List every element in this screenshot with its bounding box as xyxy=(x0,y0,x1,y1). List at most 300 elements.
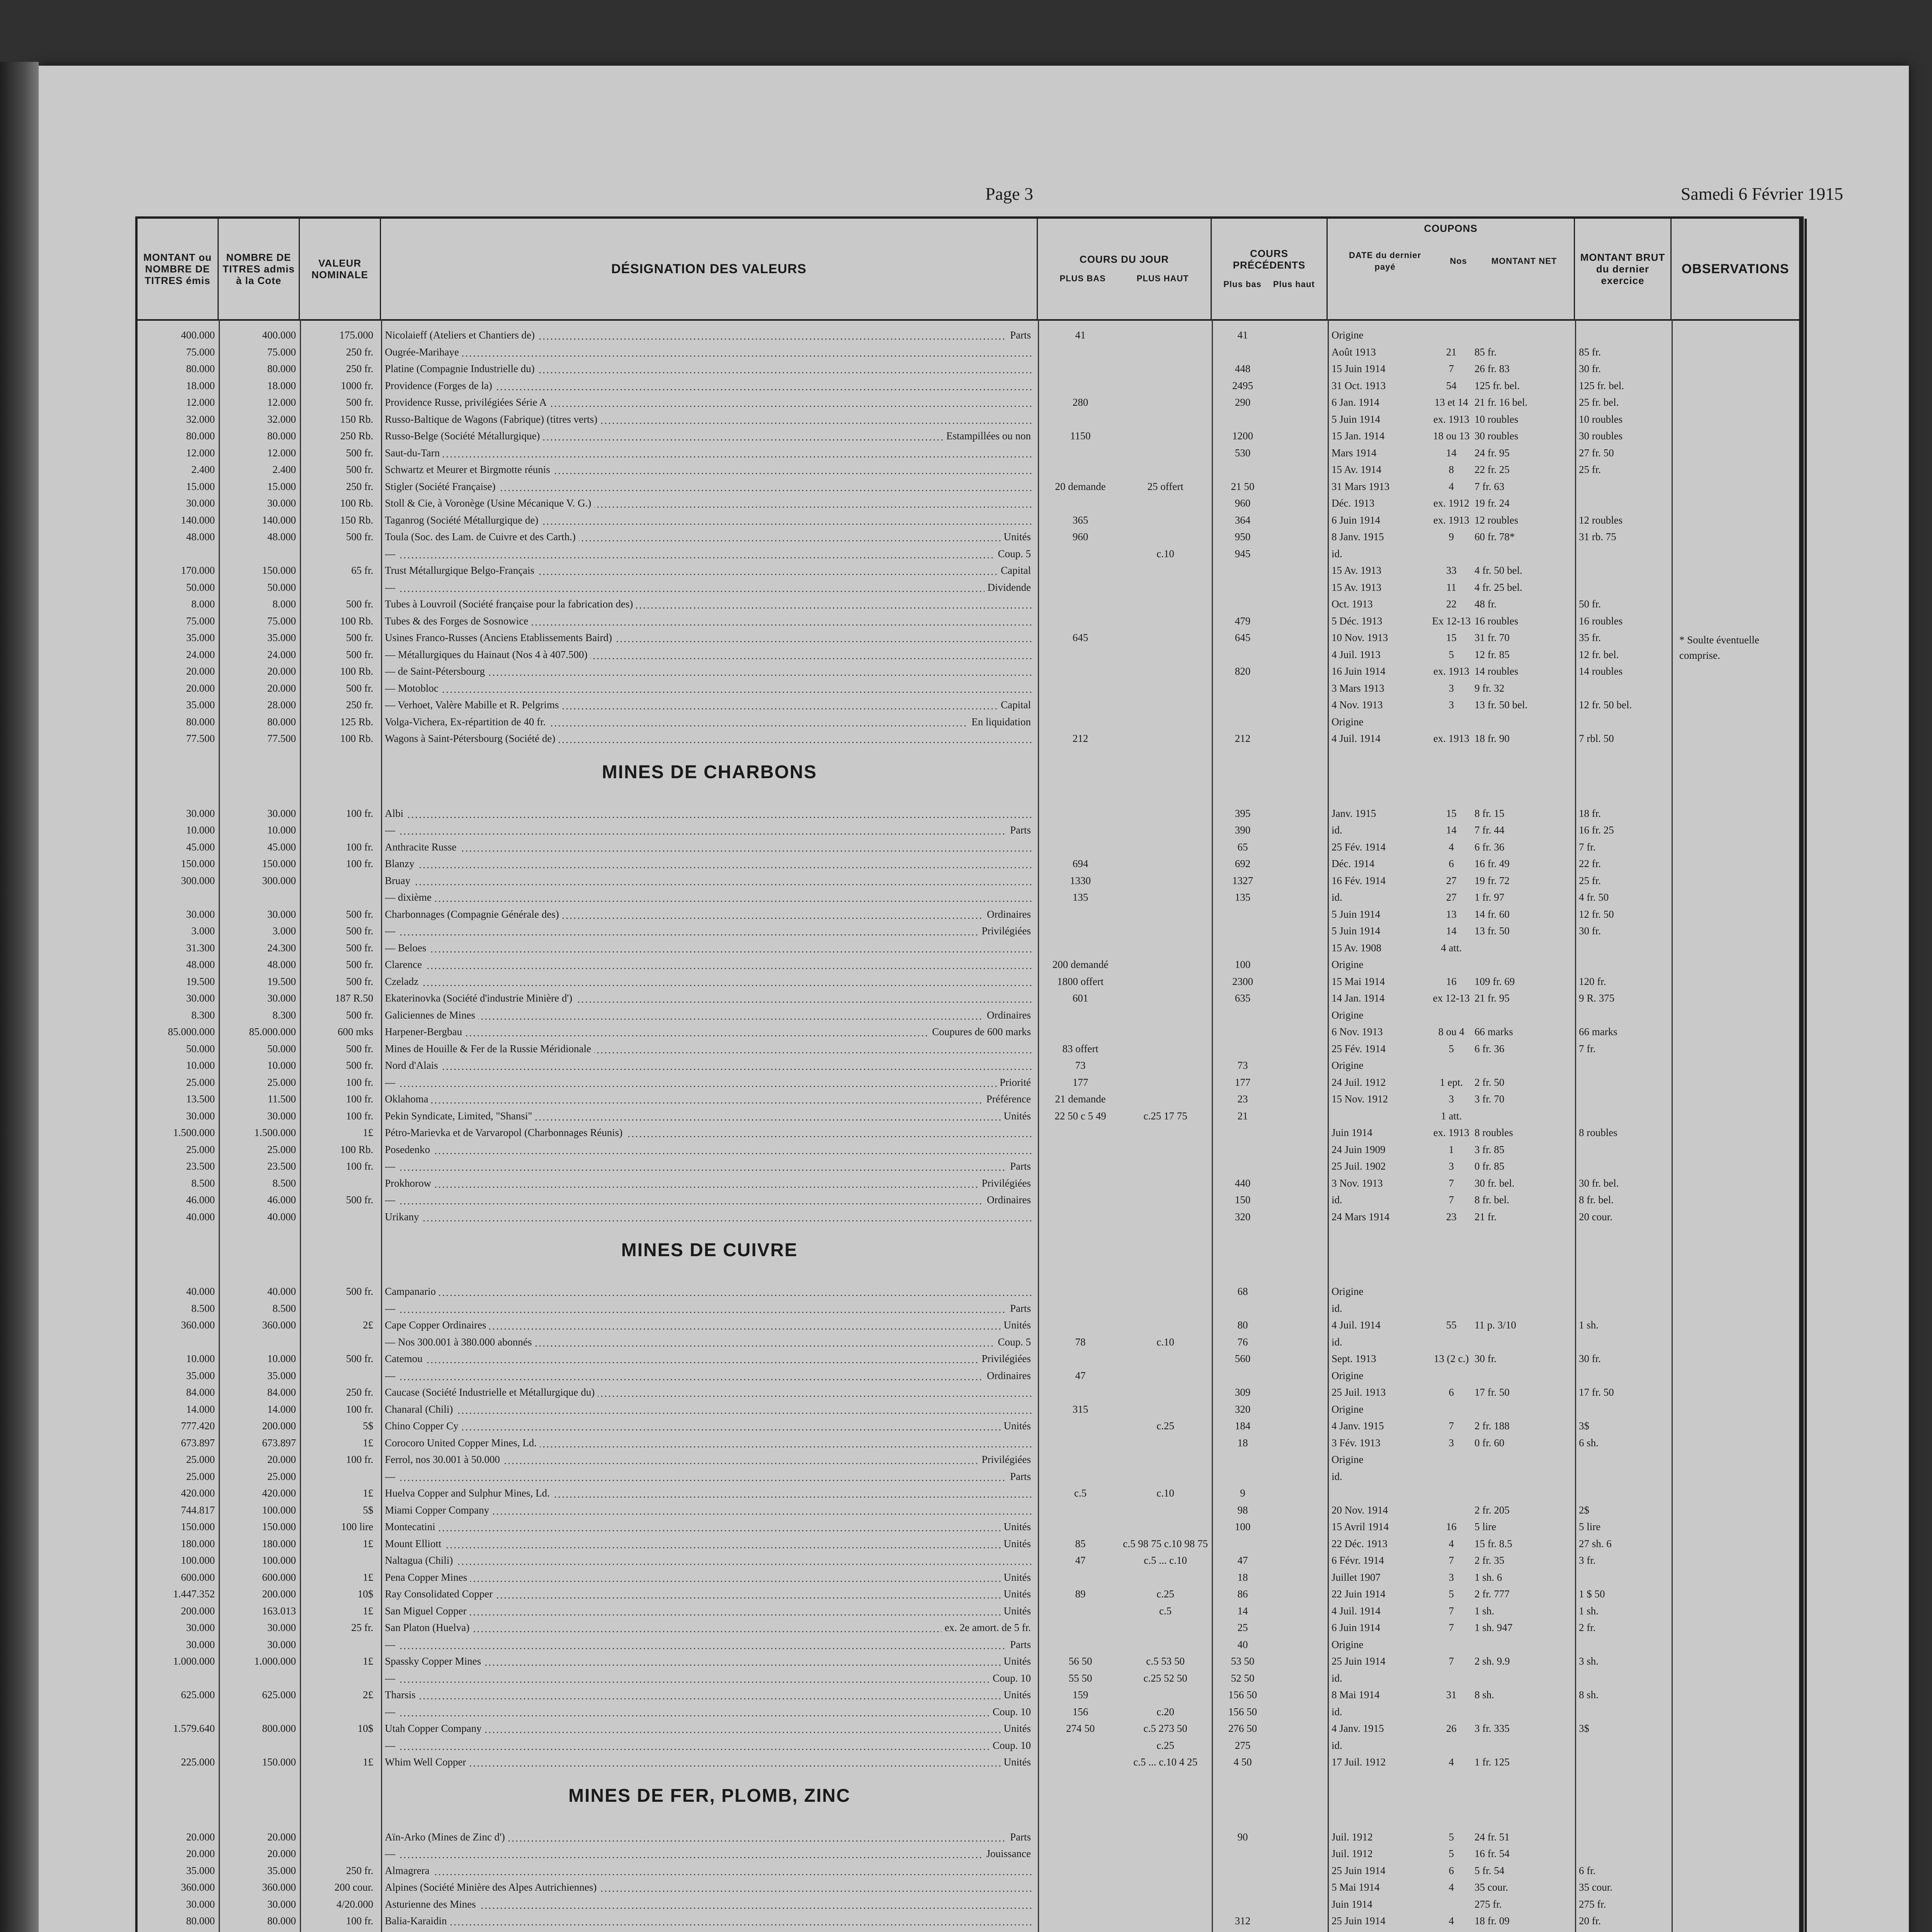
montant-cell: 75.000 xyxy=(186,615,215,627)
nombre-cell: 35.000 xyxy=(267,1864,296,1876)
nombre-cell: 20.000 xyxy=(267,1848,296,1859)
coupon-date-cell: 8 Mai 1914 xyxy=(1332,1689,1380,1701)
montant-cell: 1.579.640 xyxy=(173,1723,215,1734)
nombre-cell: 18.000 xyxy=(267,379,296,391)
valeur-cell: 500 fr. xyxy=(346,975,373,987)
montant-cell: 31.300 xyxy=(186,942,215,954)
table-row xyxy=(138,1334,1799,1350)
montant-cell: 84.000 xyxy=(186,1386,215,1398)
security-type: Coup. 5 xyxy=(995,1334,1034,1350)
nombre-cell: 23.500 xyxy=(267,1160,296,1172)
nombre-cell: 420.000 xyxy=(262,1487,296,1499)
table-row xyxy=(138,629,1799,646)
table-row xyxy=(138,714,1799,730)
table-row xyxy=(138,1930,1799,1932)
montant-net-cell: 15 fr. 8.5 xyxy=(1475,1537,1512,1549)
montant-cell: 13.500 xyxy=(186,1093,215,1105)
coupon-date-cell: Juin 1914 xyxy=(1332,1127,1372,1138)
designation-cell xyxy=(385,1091,1034,1107)
designation-cell xyxy=(385,562,1034,578)
table-row xyxy=(138,822,1799,838)
security-name: Corocoro United Copper Mines, Ld. xyxy=(385,1437,540,1449)
table-row xyxy=(138,855,1799,872)
coupon-date-cell: id. xyxy=(1332,1194,1342,1206)
security-type: Ordinaires xyxy=(984,1192,1034,1208)
montant-cell: 80.000 xyxy=(186,716,215,728)
nombre-cell: 85.000.000 xyxy=(249,1026,296,1037)
prec-bas-cell: 41 xyxy=(1237,329,1248,341)
montant-cell: 30.000 xyxy=(186,1110,215,1122)
montant-net-cell: 13 fr. 50 xyxy=(1475,925,1510,937)
montant-cell: 150.000 xyxy=(181,1521,215,1532)
security-type: Ordinaires xyxy=(984,1007,1034,1023)
table-row xyxy=(138,478,1799,495)
designation-cell xyxy=(385,1485,1034,1501)
col-coupons xyxy=(1328,219,1575,319)
coupon-no-cell: 14 xyxy=(1446,925,1457,937)
security-type: Coup. 10 xyxy=(990,1670,1034,1686)
security-name: Mines de Houille & Fer de la Russie Méridionale xyxy=(385,1043,594,1054)
security-name: — Beloes xyxy=(385,942,429,954)
prec-bas-cell: 309 xyxy=(1235,1386,1251,1398)
coupon-date-cell: Déc. 1914 xyxy=(1332,858,1374,869)
cours-bas-cell: 20 demande xyxy=(1055,480,1106,492)
montant-net-cell: 19 fr. 72 xyxy=(1475,874,1510,886)
valeur-cell: 100 fr. xyxy=(346,1093,373,1105)
coupon-date-cell: 4 Juil. 1914 xyxy=(1332,1605,1381,1617)
security-name: Pétro-Marievka et de Varvaropol (Charbonnages Réunis) xyxy=(385,1127,626,1138)
security-type: Coupures de 600 marks xyxy=(929,1024,1034,1040)
montant-cell xyxy=(141,1930,215,1932)
coupon-date-cell: 6 Jan. 1914 xyxy=(1332,396,1379,408)
montant-net-cell: 4 fr. 25 bel. xyxy=(1475,581,1522,593)
table-row xyxy=(138,1468,1799,1485)
valeur-cell: 1000 fr. xyxy=(341,379,373,391)
designation-cell xyxy=(385,1192,1034,1208)
coupon-date-cell: 24 Juil. 1912 xyxy=(1332,1076,1386,1088)
montant-brut-cell: 6 fr. xyxy=(1579,1864,1596,1876)
designation-cell xyxy=(385,839,1034,855)
designation-cell xyxy=(385,822,1034,838)
prec-bas-cell: 448 xyxy=(1235,363,1251,374)
coupon-date-cell: 25 Juin 1914 xyxy=(1332,1915,1386,1927)
table-row xyxy=(138,1300,1799,1316)
coupon-date-cell: 25 Juil. 1902 xyxy=(1332,1160,1386,1172)
montant-net-cell: 35 cour. xyxy=(1475,1881,1508,1893)
montant-cell: 180.000 xyxy=(181,1537,215,1549)
cours-bas-cell: c.5 xyxy=(1074,1487,1087,1499)
table-row xyxy=(138,428,1799,444)
security-name: Aïn-Arko (Mines de Zinc d') xyxy=(385,1831,508,1843)
nombre-cell: 80.000 xyxy=(267,1915,296,1927)
coupon-no-cell: 23 xyxy=(1446,1211,1457,1223)
security-type: Jouissance xyxy=(983,1845,1034,1862)
designation-cell xyxy=(385,1074,1034,1090)
cours-bas-cell: 73 xyxy=(1075,1060,1086,1071)
cours-bas-cell: 1330 xyxy=(1070,874,1091,886)
nombre-cell: 77.500 xyxy=(267,733,296,744)
prec-bas-cell: 25 xyxy=(1237,1622,1248,1633)
montant-cell: 35.000 xyxy=(186,699,215,711)
security-name: Tubes à Louvroil (Société française pour la fabrication des) xyxy=(385,598,636,610)
montant-brut-cell: 4 fr. 50 xyxy=(1579,891,1609,903)
prec-bas-cell: 320 xyxy=(1235,1403,1251,1415)
montant-cell: 25.000 xyxy=(186,1470,215,1482)
prec-bas-cell: 21 xyxy=(1237,1110,1248,1122)
security-type: Parts xyxy=(1007,822,1034,838)
table-row xyxy=(138,1913,1799,1929)
cours-bas-cell: 47 xyxy=(1075,1554,1086,1566)
security-name: Trust Métallurgique Belgo-Français xyxy=(385,565,537,576)
coupon-no-cell: 4 att. xyxy=(1441,942,1462,954)
cours-bas-cell: 212 xyxy=(1072,733,1088,744)
montant-cell: 35.000 xyxy=(186,1369,215,1381)
cours-prec-label: COURS PRÉCÉDENTS xyxy=(1233,248,1306,271)
coupon-date-cell: 4 Juil. 1913 xyxy=(1332,648,1381,660)
montant-cell: 12.000 xyxy=(186,447,215,459)
quotation-table xyxy=(135,216,1804,1932)
table-row xyxy=(138,1653,1799,1669)
prec-bas-cell: 156 50 xyxy=(1228,1689,1257,1701)
designation-cell xyxy=(385,1862,1034,1879)
nombre-cell xyxy=(223,1930,296,1932)
prec-bas-cell: 950 xyxy=(1235,531,1251,543)
security-name: Ferrol, nos 30.001 à 50.000 xyxy=(385,1454,503,1465)
montant-brut-cell: 25 fr. bel. xyxy=(1579,396,1619,408)
coupon-date-cell: 4 Nov. 1913 xyxy=(1332,699,1383,711)
security-type: Privilégiées xyxy=(979,923,1034,939)
coupon-date-cell: Oct. 1913 xyxy=(1332,598,1373,610)
designation-cell xyxy=(385,1057,1034,1073)
prec-bas-cell: 40 xyxy=(1237,1638,1248,1650)
montant-net-cell: 21 fr. 95 xyxy=(1475,992,1510,1004)
montant-net-cell: 2 fr. 777 xyxy=(1475,1588,1510,1600)
montant-brut-cell: 35 fr. xyxy=(1579,632,1601,643)
security-name: Harpener-Bergbau xyxy=(385,1026,465,1037)
valeur-cell: 250 fr. xyxy=(346,480,373,492)
coupon-date-cell: 10 Nov. 1913 xyxy=(1332,632,1388,643)
prec-bas-cell: 945 xyxy=(1235,548,1251,560)
security-name: Ougrée-Marihaye xyxy=(385,346,462,358)
designation-cell xyxy=(385,1209,1034,1225)
table-row xyxy=(138,1192,1799,1208)
security-name: Ekaterinovka (Société d'industrie Minière d') xyxy=(385,992,575,1004)
security-type: Privilégiées xyxy=(979,1175,1034,1191)
valeur-cell: 1£ xyxy=(363,1487,373,1499)
montant-net-cell: 31 fr. 70 xyxy=(1475,632,1510,643)
col-montant-net: MONTANT NET xyxy=(1491,256,1557,266)
col-designation: DÉSIGNATION DES VALEURS xyxy=(381,219,1038,319)
montant-cell: 150.000 xyxy=(181,858,215,869)
valeur-cell: 500 fr. xyxy=(346,1194,373,1206)
security-name: Pena Copper Mines xyxy=(385,1571,470,1583)
nombre-cell: 360.000 xyxy=(262,1319,296,1331)
table-row xyxy=(138,529,1799,545)
security-type: Capital xyxy=(998,697,1034,713)
table-row xyxy=(138,1536,1799,1552)
designation-cell xyxy=(385,546,1034,562)
montant-cell: 35.000 xyxy=(186,632,215,643)
montant-cell: 1.000.000 xyxy=(173,1655,215,1667)
coupon-no-cell: 11 xyxy=(1446,581,1456,593)
nombre-cell: 150.000 xyxy=(262,858,296,869)
security-name: Catemou xyxy=(385,1353,425,1364)
valeur-cell: 250 Rb. xyxy=(340,430,373,442)
security-name: Montecatini xyxy=(385,1521,438,1532)
prec-bas-cell: 635 xyxy=(1235,992,1251,1004)
designation-cell xyxy=(385,1569,1034,1585)
prec-bas-cell: 276 50 xyxy=(1228,1723,1257,1734)
security-name: San Miguel Copper xyxy=(385,1605,469,1617)
montant-cell: 80.000 xyxy=(186,1915,215,1927)
designation-cell xyxy=(385,889,1034,905)
table-row xyxy=(138,1670,1799,1686)
table-row xyxy=(138,956,1799,973)
designation-cell xyxy=(385,1737,1034,1753)
montant-brut-cell: 6 sh. xyxy=(1579,1437,1599,1449)
designation-cell xyxy=(385,411,1034,427)
montant-cell: 8.000 xyxy=(191,598,215,610)
table-row xyxy=(138,872,1799,889)
coupon-date-cell: 3 Nov. 1913 xyxy=(1332,1177,1383,1189)
security-name: Russo-Baltique de Wagons (Fabrique) (titres verts) xyxy=(385,413,600,425)
security-type: Unités xyxy=(1001,1754,1034,1770)
montant-net-cell: 6 fr. 36 xyxy=(1475,841,1505,853)
coupon-no-cell: 16 xyxy=(1446,975,1457,987)
security-name: Asturienne des Mines xyxy=(385,1898,479,1910)
security-name: Huelva Copper and Sulphur Mines, Ld. xyxy=(385,1487,553,1499)
security-type: Unités xyxy=(1001,1536,1034,1552)
coupon-no-cell: 14 xyxy=(1446,824,1457,836)
coupon-date-cell: 15 Av. 1913 xyxy=(1332,565,1382,576)
coupon-no-cell: Ex 12-13 xyxy=(1432,615,1471,627)
designation-cell xyxy=(385,1334,1034,1350)
prec-bas-cell: 53 50 xyxy=(1231,1655,1255,1667)
prec-bas-cell: 275 xyxy=(1235,1739,1251,1751)
prec-bas-cell: 1200 xyxy=(1232,430,1253,442)
book-binding-shadow xyxy=(0,62,39,1932)
montant-cell: 1.447.352 xyxy=(173,1588,215,1600)
prec-bas-cell: 80 xyxy=(1237,1319,1248,1331)
designation-cell xyxy=(385,495,1034,511)
montant-cell: 25.000 xyxy=(186,1143,215,1155)
montant-cell: 40.000 xyxy=(186,1286,215,1297)
valeur-cell: 100 fr. xyxy=(346,1076,373,1088)
designation-cell xyxy=(385,428,1034,444)
security-name: Charbonnages (Compagnie Générale des) xyxy=(385,908,562,920)
table-row xyxy=(138,1519,1799,1535)
coupon-date-cell: Juil. 1912 xyxy=(1332,1848,1373,1859)
cours-haut-cell: c.10 xyxy=(1156,548,1174,560)
table-row xyxy=(138,1586,1799,1602)
prec-bas-cell: 14 xyxy=(1237,1605,1248,1617)
nombre-cell: 80.000 xyxy=(267,363,296,374)
valeur-cell: 100 fr. xyxy=(346,1403,373,1415)
montant-cell: 8.500 xyxy=(191,1177,215,1189)
designation-cell xyxy=(385,1687,1034,1703)
cours-bas-cell: 645 xyxy=(1072,632,1088,643)
designation-cell xyxy=(385,1586,1034,1602)
coupon-no-cell: 3 xyxy=(1449,1160,1454,1172)
nombre-cell: 35.000 xyxy=(267,632,296,643)
montant-cell: 300.000 xyxy=(181,874,215,886)
montant-net-cell: 19 fr. 24 xyxy=(1475,497,1510,509)
designation-cell xyxy=(385,1519,1034,1535)
table-row xyxy=(138,1451,1799,1468)
valeur-cell: 1£ xyxy=(363,1756,373,1768)
valeur-cell: 500 fr. xyxy=(346,648,373,660)
montant-net-cell: 2 fr. 205 xyxy=(1475,1504,1510,1516)
table-row xyxy=(138,906,1799,922)
security-name: Campanario xyxy=(385,1286,439,1297)
security-type: ex. 2e amort. de 5 fr. xyxy=(942,1619,1034,1636)
montant-cell: 80.000 xyxy=(186,363,215,374)
table-header xyxy=(138,219,1799,321)
prec-bas-cell: 73 xyxy=(1237,1060,1248,1071)
security-type: Coup. 10 xyxy=(990,1737,1034,1753)
montant-net-cell: 48 fr. xyxy=(1475,598,1497,610)
valeur-cell: 500 fr. xyxy=(346,942,373,954)
montant-net-cell: 1 fr. 125 xyxy=(1475,1756,1510,1768)
cours-haut-cell: c.5 273 50 xyxy=(1143,1723,1187,1734)
cours-bas-cell: 21 demande xyxy=(1055,1093,1106,1105)
table-row xyxy=(138,1367,1799,1384)
montant-net-cell: 30 fr. bel. xyxy=(1475,1177,1515,1189)
table-row xyxy=(138,1862,1799,1879)
nombre-cell: 75.000 xyxy=(267,346,296,358)
security-name: Posedenko xyxy=(385,1144,433,1155)
cours-haut-cell: c.5 xyxy=(1159,1605,1172,1617)
nombre-cell: 48.000 xyxy=(267,959,296,970)
coupon-no-cell: 3 xyxy=(1449,682,1454,694)
col-nos: Nos xyxy=(1450,256,1467,266)
montant-brut-cell: 35 cour. xyxy=(1579,1881,1612,1893)
montant-cell: 744.817 xyxy=(181,1504,215,1516)
table-row xyxy=(138,327,1799,343)
cours-bas-cell: 1800 offert xyxy=(1057,975,1104,987)
coupon-no-cell: 5 xyxy=(1449,1848,1454,1859)
section-heading: MINES DE FER, PLOMB, ZINC xyxy=(568,1785,850,1806)
coupon-date-cell: 4 Juil. 1914 xyxy=(1332,733,1381,744)
security-type: Unités xyxy=(1001,1108,1034,1124)
montant-cell: 2.400 xyxy=(191,464,215,475)
valeur-cell: 100 Rb. xyxy=(340,497,373,509)
nombre-cell: 25.000 xyxy=(267,1143,296,1155)
valeur-cell: 200 cour. xyxy=(334,1881,373,1893)
cours-bas-cell: 200 demandé xyxy=(1052,959,1109,970)
table-row xyxy=(138,1175,1799,1191)
col-montant-brut: MONTANT BRUT du dernier exercice xyxy=(1575,219,1672,319)
coupon-date-cell: 6 Févr. 1914 xyxy=(1332,1554,1384,1566)
coupon-date-cell: 15 Jan. 1914 xyxy=(1332,430,1385,442)
security-name: — xyxy=(385,1194,398,1206)
security-name: — xyxy=(385,824,398,836)
coupon-no-cell: 9 xyxy=(1449,531,1454,543)
montant-net-cell: 6 fr. 36 xyxy=(1475,1043,1505,1054)
table-row xyxy=(138,730,1799,747)
coupon-no-cell: 7 xyxy=(1449,1554,1454,1566)
nombre-cell: 1.000.000 xyxy=(254,1655,296,1667)
montant-cell: 10.000 xyxy=(186,824,215,836)
security-name: Tubes & des Forges de Sosnowice xyxy=(385,615,531,627)
nombre-cell: 8.500 xyxy=(272,1177,296,1189)
montant-cell: 32.000 xyxy=(186,413,215,425)
coupon-no-cell: 54 xyxy=(1446,379,1457,391)
security-name: — xyxy=(385,1848,398,1859)
designation-cell xyxy=(385,596,1034,612)
valeur-cell: 500 fr. xyxy=(346,925,373,937)
valeur-cell: 500 fr. xyxy=(346,464,373,475)
valeur-cell: 150 Rb. xyxy=(340,514,373,526)
security-name: Oklahoma xyxy=(385,1093,431,1105)
montant-net-cell: 14 roubles xyxy=(1475,665,1519,677)
prec-bas-cell: 135 xyxy=(1235,891,1251,903)
valeur-cell: 500 fr. xyxy=(346,1060,373,1071)
security-type: Unités xyxy=(1001,1687,1034,1703)
montant-brut-cell: 3 fr. xyxy=(1579,1554,1596,1566)
coupon-no-cell: ex. 1913 xyxy=(1433,514,1469,526)
nombre-cell: 163.013 xyxy=(262,1605,296,1617)
security-name: Nord d'Alais xyxy=(385,1060,441,1071)
coupon-date-cell: Origine xyxy=(1332,716,1364,728)
col-prec-bas: Plus bas xyxy=(1223,279,1262,289)
valeur-cell: 500 fr. xyxy=(346,1043,373,1054)
prec-bas-cell: 68 xyxy=(1237,1286,1248,1297)
security-name: — xyxy=(385,1077,398,1088)
valeur-cell: 1£ xyxy=(363,1605,373,1617)
security-name: Platine (Compagnie Industrielle du) xyxy=(385,363,538,374)
designation-cell xyxy=(385,1175,1034,1191)
prec-bas-cell: 47 xyxy=(1237,1554,1248,1566)
montant-cell: 673.897 xyxy=(181,1437,215,1449)
montant-brut-cell: 27 fr. 50 xyxy=(1579,447,1614,459)
montant-brut-cell: 12 fr. 50 xyxy=(1579,908,1614,920)
security-type: Privilégiées xyxy=(979,1451,1034,1468)
valeur-cell: 500 fr. xyxy=(346,1286,373,1297)
security-name: Urikany xyxy=(385,1211,422,1223)
valeur-cell: 125 Rb. xyxy=(340,716,373,728)
coupon-date-cell: 15 Av. 1913 xyxy=(1332,581,1382,593)
cours-bas-cell: 1150 xyxy=(1070,430,1091,442)
table-row xyxy=(138,378,1799,394)
designation-cell xyxy=(385,973,1034,990)
cours-bas-cell: 55 50 xyxy=(1068,1672,1092,1684)
col-plus-haut: PLUS HAUT xyxy=(1136,274,1189,283)
montant-brut-cell: 3$ xyxy=(1579,1420,1589,1432)
security-name: — xyxy=(385,1706,398,1718)
montant-cell: 225.000 xyxy=(181,1756,215,1768)
cours-haut-cell: c.25 xyxy=(1156,1420,1174,1432)
security-name: Clarence xyxy=(385,959,425,970)
nombre-cell: 10.000 xyxy=(267,1060,296,1071)
designation-cell xyxy=(385,990,1034,1006)
montant-net-cell: 12 roubles xyxy=(1475,514,1519,526)
security-name: — xyxy=(385,1639,398,1650)
valeur-cell: 250 fr. xyxy=(346,363,373,374)
prec-bas-cell: 21 50 xyxy=(1231,480,1255,492)
montant-brut-cell: 22 fr. xyxy=(1579,858,1601,869)
designation-cell xyxy=(385,1913,1034,1929)
valeur-cell: 187 R.50 xyxy=(335,992,373,1004)
designation-cell xyxy=(385,1024,1034,1040)
designation-cell xyxy=(385,1350,1034,1367)
security-type: Coup. 10 xyxy=(990,1704,1034,1720)
coupon-date-cell: Origine xyxy=(1332,1403,1364,1415)
security-type: Priorité xyxy=(997,1074,1034,1090)
montant-cell: 360.000 xyxy=(181,1319,215,1331)
security-name: Providence (Forges de la) xyxy=(385,380,495,391)
montant-cell: 30.000 xyxy=(186,1638,215,1650)
